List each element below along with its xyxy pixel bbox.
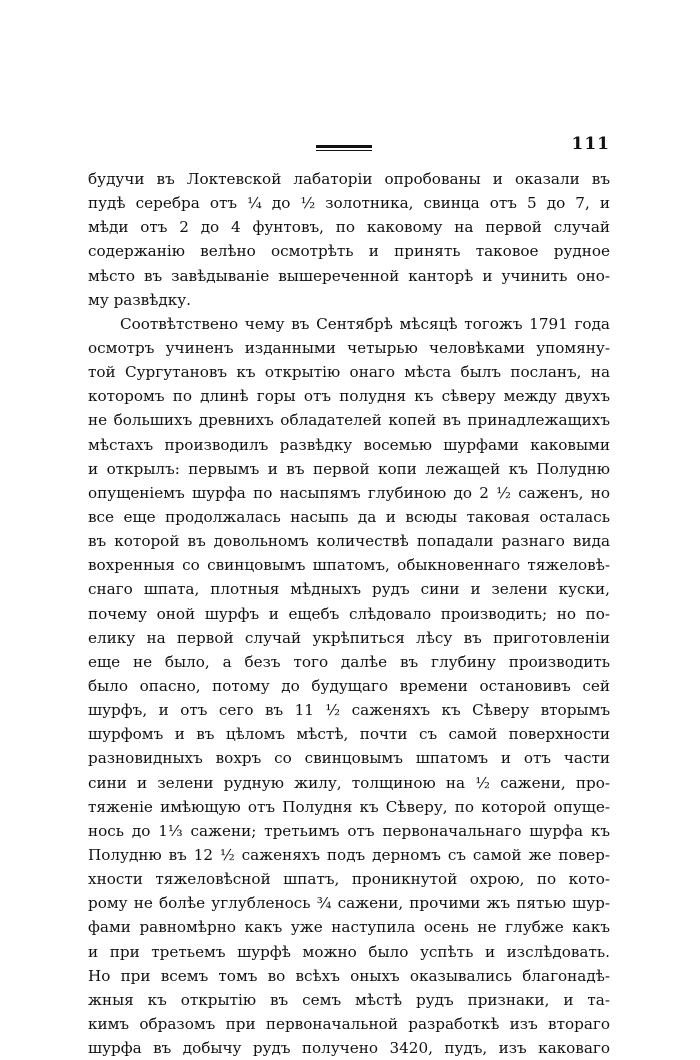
text-line: все еще продолжалась насыпь да и всюды таковая осталась (88, 507, 610, 526)
text-line: было опасно, потому до будущаго времени остановивъ сей (88, 676, 610, 695)
text-line: мѣстахъ производилъ развѣдку восемью шурфами каковыми (88, 435, 610, 454)
text-line: шурфа въ добычу рудъ получено 3420, пудъ, изъ каковаго (88, 1039, 610, 1058)
text-line: почему оной шурфъ и ещебъ слѣдовало производить; но по- (88, 604, 610, 623)
text-line: вохренныя со свинцовымъ шпатомъ, обыкновеннаго тяжеловѣ- (88, 556, 610, 575)
text-line: разновидныхъ вохръ со свинцовымъ шпатомъ и отъ части (88, 749, 610, 768)
text-line: и при третьемъ шурфѣ можно было успѣть и изслѣдовать. (88, 942, 610, 961)
text-line: пудѣ серебра отъ ¼ до ½ золотника, свинца отъ 5 до 7, и (88, 194, 610, 213)
text-line: елику на первой случай укрѣпиться лѣсу въ приготовленіи (88, 628, 610, 647)
text-line: въ которой въ довольномъ количествѣ попадали разнаго вида (88, 532, 610, 551)
text-line: еще не было, а безъ того далѣе въ глубину производить (88, 652, 610, 671)
text-line: хности тяжеловѣсной шпатъ, проникнутой охрою, по кото- (88, 870, 610, 889)
text-line: жныя къ открытію въ семъ мѣстѣ рудъ признаки, и та- (88, 990, 610, 1009)
text-line: и открылъ: первымъ и въ первой копи лежащей къ Полудню (88, 459, 610, 478)
text-line: Но при всемъ томъ во всѣхъ оныхъ оказывались благонадѣ- (88, 966, 610, 985)
text-line: не большихъ древнихъ обладателей копей въ принадлежащихъ (88, 411, 610, 430)
text-line: шурфомъ и въ цѣломъ мѣстѣ, почти съ самой поверхности (88, 725, 610, 744)
text-line: Полудню въ 12 ½ саженяхъ подъ дерномъ съ самой же повер- (88, 845, 610, 864)
text-line: рому не болѣе углубленось ¾ сажени, прочими жъ пятью шур- (88, 894, 610, 913)
text-line: му развѣдку. (88, 290, 191, 309)
text-line: мѣсто въ завѣдываніе вышереченной канторѣ и учинить оно- (88, 266, 610, 285)
text-line: осмотръ учиненъ изданными четырью человѣками упомяну- (88, 338, 610, 357)
text-line: будучи въ Локтевской лабаторіи опробованы и оказали въ (88, 170, 610, 188)
header-rule-ornament (316, 145, 372, 151)
body-text (88, 167, 610, 1060)
text-line: шурфъ, и отъ сего въ 11 ½ саженяхъ къ Сѣверу вторымъ (88, 701, 610, 720)
running-header (88, 134, 610, 156)
text-line: нось до 1⅓ сажени; третьимъ отъ первоначальнаго шурфа къ (88, 821, 610, 840)
page-number: 111 (571, 134, 610, 154)
text-line: той Сургутановъ къ открытію онаго мѣста былъ посланъ, на (88, 363, 610, 382)
text-line: снаго шпата, плотныя мѣдныхъ рудъ сини и зелени куски, (88, 580, 610, 599)
text-line: фами равномѣрно какъ уже наступила осень не глубже какъ (88, 918, 610, 937)
text-line: кимъ образомъ при первоначальной разработкѣ изъ втораго (88, 1014, 610, 1033)
text-line: сини и зелени рудную жилу, толщиною на ½ сажени, про- (88, 773, 610, 792)
text-line: содержанію велѣно осмотрѣть и принять таковое рудное (88, 242, 610, 261)
text-line: Соотвѣтствено чему въ Сентябрѣ мѣсяцѣ тогожъ 1791 года (120, 314, 610, 333)
text-line: тяженіе имѣющую отъ Полудня къ Сѣверу, по которой опуще- (88, 797, 610, 816)
text-line: мѣди отъ 2 до 4 фунтовъ, по каковому на первой случай (88, 218, 610, 237)
text-line: опущеніемъ шурфа по насыпямъ глубиною до 2 ½ саженъ, но (88, 483, 610, 502)
text-line: которомъ по длинѣ горы отъ полудня къ сѣверу между двухъ (88, 387, 610, 406)
